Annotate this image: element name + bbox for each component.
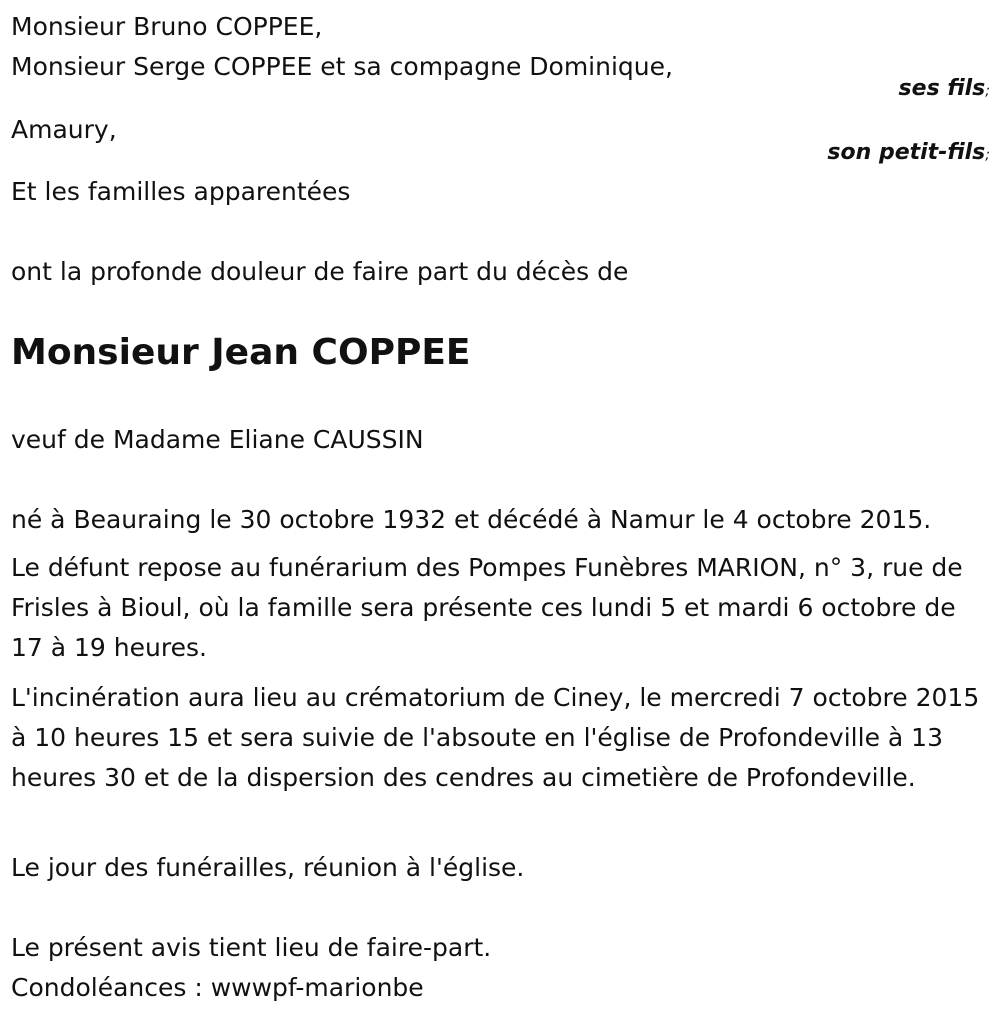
deceased-name: Monsieur Jean COPPEE	[11, 332, 471, 373]
announcement-line: ont la profonde douleur de faire part du décès de	[11, 257, 629, 286]
relatives-line: Et les familles apparentées	[11, 177, 351, 206]
widower-line: veuf de Madame Eliane CAUSSIN	[11, 425, 424, 454]
son-name-2: Monsieur Serge COPPEE et sa compagne Dominique,	[11, 52, 673, 81]
viewing-paragraph: Le défunt repose au funérarium des Pompes Funèbres MARION, n° 3, rue de Frisles à Bioul, où la famille sera présente ces lundi 5 et mardi 6 octobre de 17 à 19 heures.	[11, 553, 963, 662]
cremation-paragraph: L'incinération aura lieu au crématorium de Ciney, le mercredi 7 octobre 2015 à 10 heures 15 et sera suivie de l'absoute en l'église de Profondeville à 13 heures 30 et de la dispersion des cendres au cimetière de Profondeville.	[11, 683, 980, 792]
son-name-1: Monsieur Bruno COPPEE,	[11, 12, 323, 41]
grandson-role-label: son petit-fils;	[827, 140, 990, 165]
grandson-name: Amaury,	[11, 115, 117, 144]
notice-line: Le présent avis tient lieu de faire-part.	[11, 933, 492, 962]
sons-role-label: ses fils;	[898, 76, 990, 101]
condolences-line: Condoléances : wwwpf-marionbe	[11, 973, 424, 1002]
gathering-line: Le jour des funérailles, réunion à l'église.	[11, 853, 525, 882]
birth-death-line: né à Beauraing le 30 octobre 1932 et décédé à Namur le 4 octobre 2015.	[11, 505, 932, 534]
